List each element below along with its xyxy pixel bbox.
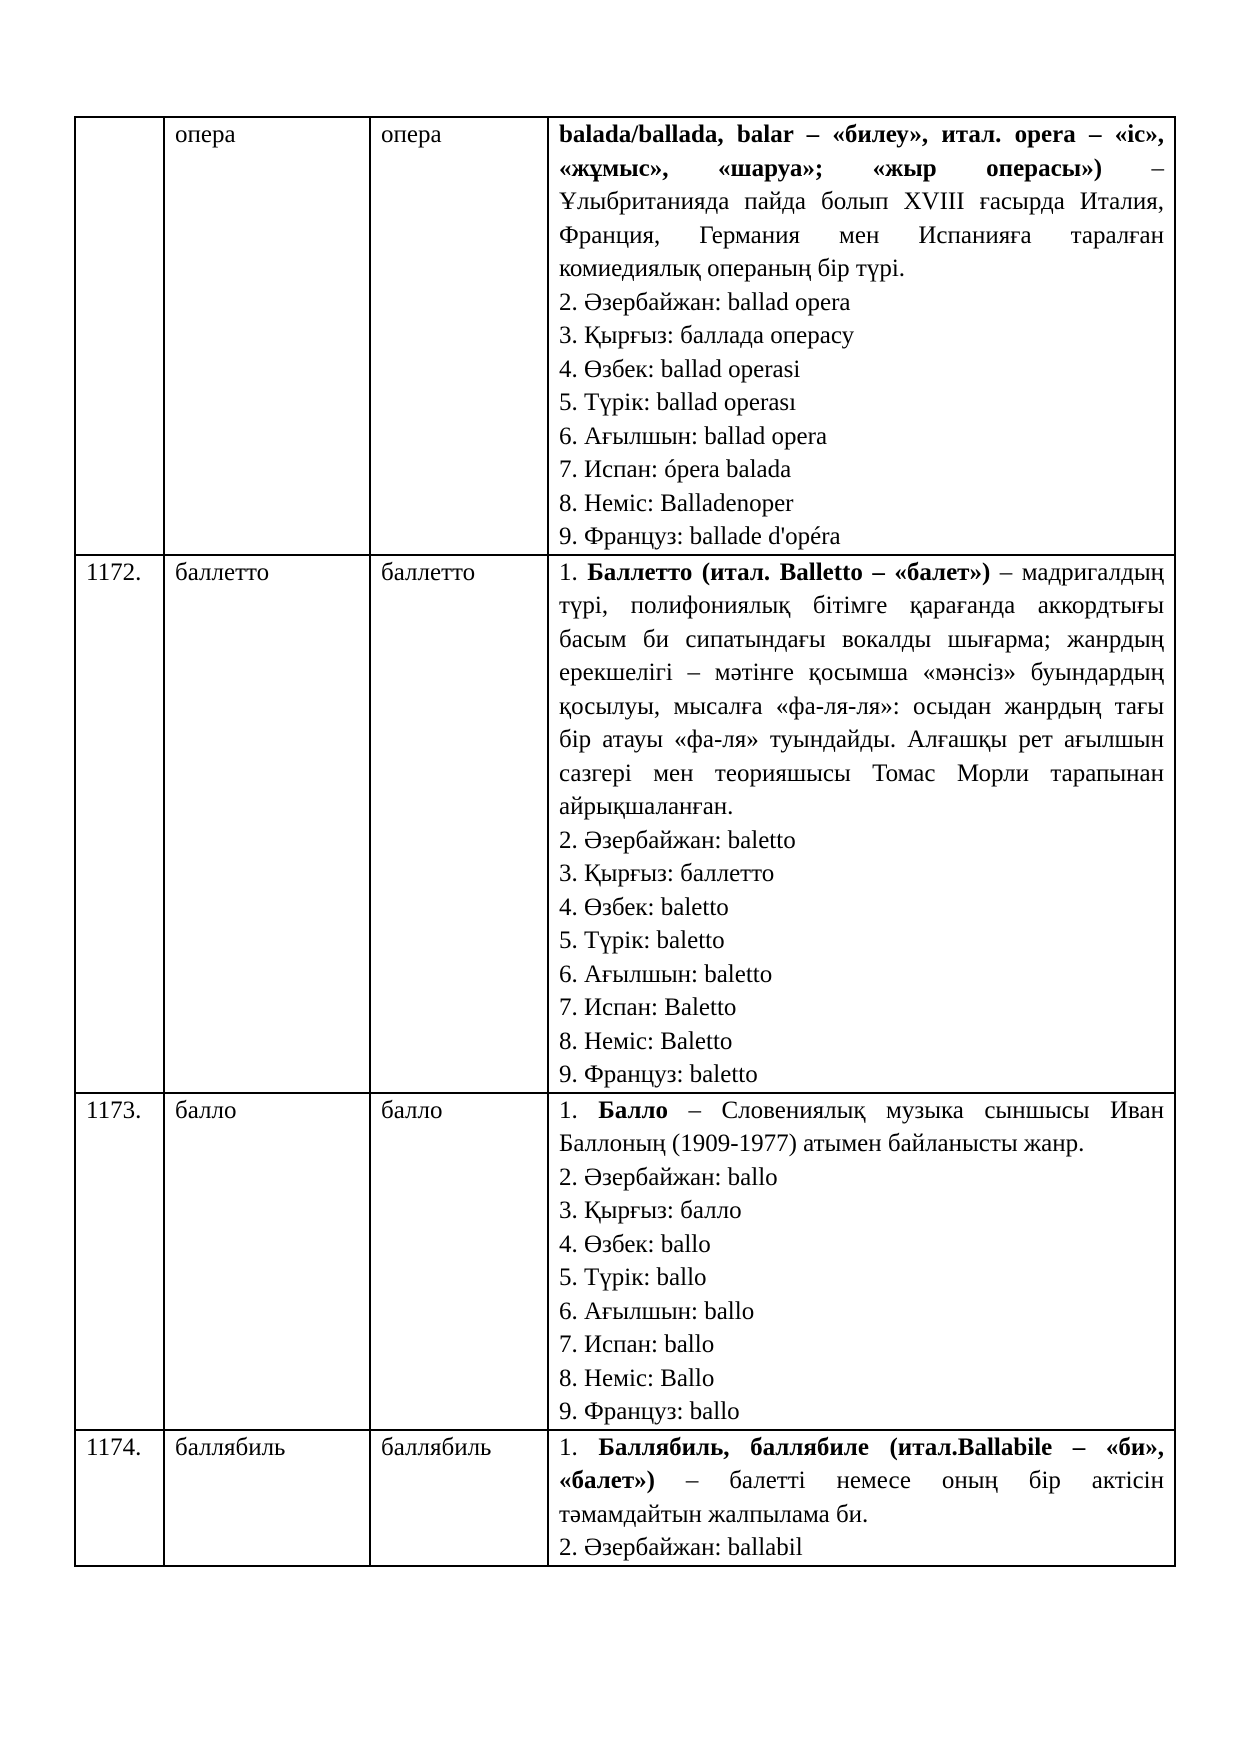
definition-term-bold: Балло	[598, 1096, 669, 1124]
definition-cell	[548, 1430, 1175, 1566]
translation-line: 4. Өзбек: baletto	[559, 893, 729, 921]
definition-number: 1.	[559, 1096, 599, 1124]
definition-body: – балетті немесе оның бір актісін тәмамдайтын жалпылама би.	[559, 1467, 1164, 1528]
dictionary-table-body	[75, 117, 1175, 1566]
entry-number-cell: 1172.	[75, 555, 164, 1093]
definition-text	[559, 556, 1164, 824]
table-row	[75, 1430, 1175, 1566]
translation-line: 9. Француз: ballo	[559, 1398, 740, 1425]
translation-line: 3. Қырғыз: балло	[559, 1197, 742, 1224]
kazakh-term-cell: опера	[370, 117, 548, 555]
definition-body: – Ұлыбританияда пайда болып XVIII ғасырда Италия, Франция, Германия мен Испанияға таралған комиедиялық операның бір түрі.	[559, 154, 1165, 282]
translation-line: 2. Әзербайжан: ballad opera	[559, 288, 851, 316]
kazakh-term-cell: баллетто	[370, 555, 548, 1093]
translation-line: 5. Түрік: ballad operası	[559, 389, 797, 416]
translation-line: 8. Неміс: Ballo	[559, 1364, 715, 1392]
kazakh-term-cell: балло	[370, 1093, 548, 1430]
table-row	[75, 1093, 1175, 1430]
translation-line: 6. Ағылшын: ballad opera	[559, 422, 828, 450]
definition-term-bold: Баллетто (итал. Balletto – «балет»)	[587, 558, 991, 586]
translation-line: 8. Неміс: Baletto	[559, 1027, 733, 1055]
translation-line: 6. Ағылшын: baletto	[559, 960, 773, 988]
translation-line: 7. Испан: ballo	[559, 1331, 715, 1358]
definition-body: – мадригалдың түрі, полифониялық бітімге қарағанда аккордтығы басым би сипатындағы вокалды шығарма; жанрдың ерекшелігі – мәтінге қосымша «мәнсіз» буындардың қосылуы, мысалға «фа-ля-ля»: осыдан жанрдың тағы бір атауы «фа-ля» туындайды. Алғашқы рет ағылшын сазгері мен теорияшысы Томас Морли тарапынан айрықшаланған.	[559, 558, 1164, 820]
translation-line: 3. Қырғыз: баллетто	[559, 860, 775, 887]
translation-line: 5. Түрік: ballo	[559, 1264, 707, 1291]
definition-term-bold: Баллябиль, баллябиле (итал.Ballabile – «би», «балет»)	[559, 1433, 1164, 1494]
translation-line: 2. Әзербайжан: ballo	[559, 1163, 778, 1191]
definition-body: – Словениялық музыка сыншысы Иван Баллоның (1909-1977) атымен байланысты жанр.	[559, 1096, 1165, 1157]
entry-number-cell: 1174.	[75, 1430, 164, 1566]
russian-term-cell: баллябиль	[164, 1430, 370, 1566]
russian-term-cell: баллетто	[164, 555, 370, 1093]
table-row	[75, 555, 1175, 1093]
translation-line: 9. Француз: baletto	[559, 1061, 758, 1088]
russian-term-cell: балло	[164, 1093, 370, 1430]
definition-cell	[548, 1093, 1175, 1430]
dictionary-table	[74, 116, 1176, 1567]
definition-number: 1.	[559, 1433, 599, 1461]
translation-line: 7. Испан: ópera balada	[559, 456, 792, 483]
translation-line: 2. Әзербайжан: ballabil	[559, 1534, 803, 1561]
russian-term-cell: опера	[164, 117, 370, 555]
table-row	[75, 117, 1175, 555]
translation-line: 9. Француз: ballade d'opéra	[559, 523, 841, 550]
definition-cell	[548, 555, 1175, 1093]
definition-text	[559, 118, 1164, 286]
definition-text	[559, 1094, 1164, 1161]
entry-number-cell: 1173.	[75, 1093, 164, 1430]
translation-line: 2. Әзербайжан: baletto	[559, 826, 796, 854]
definition-text	[559, 1431, 1164, 1532]
translation-line: 6. Ағылшын: ballo	[559, 1297, 755, 1325]
translation-line: 8. Неміс: Balladenoper	[559, 489, 794, 517]
definition-number: 1.	[559, 558, 588, 586]
entry-number-cell	[75, 117, 164, 555]
definition-cell	[548, 117, 1175, 555]
translation-line: 7. Испан: Baletto	[559, 994, 737, 1021]
definition-term-bold: balada/ballada, balar – «билеу», итал. opera – «іс», «жұмыс», «шаруа»; «жыр операсы»)	[559, 121, 1164, 182]
translation-line: 3. Қырғыз: баллада операсу	[559, 322, 855, 349]
translation-line: 4. Өзбек: ballad operasi	[559, 355, 801, 383]
kazakh-term-cell: баллябиль	[370, 1430, 548, 1566]
translation-line: 4. Өзбек: ballo	[559, 1230, 711, 1258]
translation-line: 5. Түрік: baletto	[559, 927, 725, 954]
